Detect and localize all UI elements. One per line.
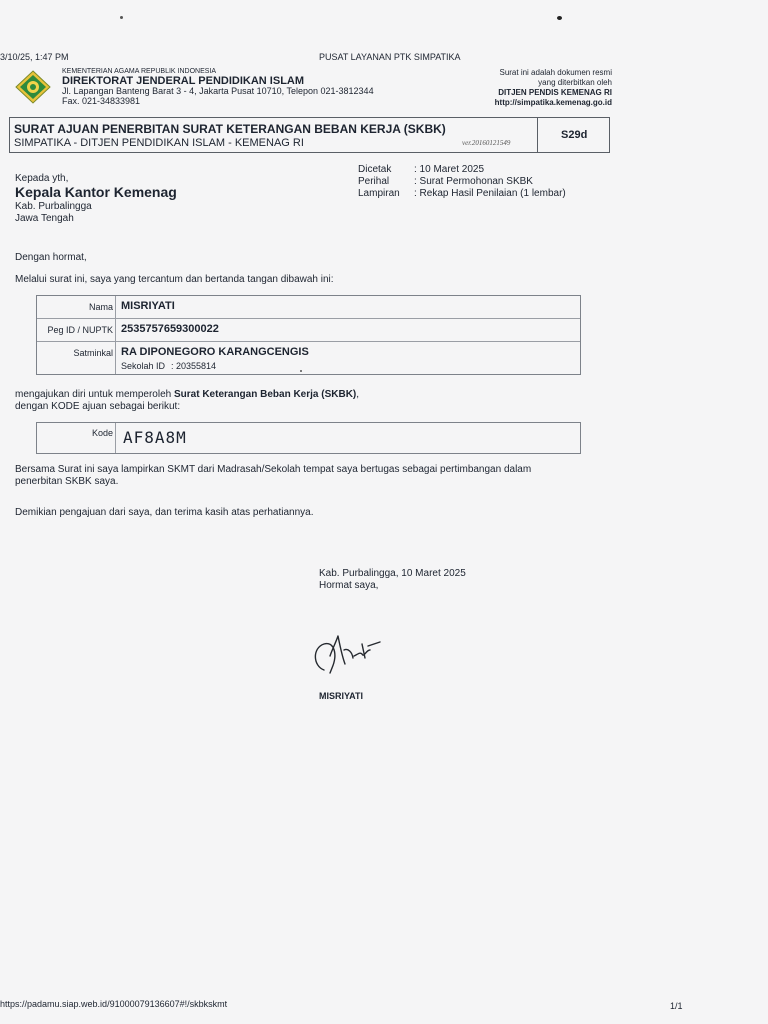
recipient-province: Jawa Tengah [15,213,74,224]
kode-box [36,422,581,454]
signature-place-date: Kab. Purbalingga, 10 Maret 2025 [319,568,466,579]
document-title: SURAT AJUAN PENERBITAN SURAT KETERANGAN BEBAN KERJA (SKBK) [14,122,446,136]
directorate-address: Jl. Lapangan Banteng Barat 3 - 4, Jakarta Pusat 10710, Telepon 021-3812344 [62,86,374,96]
school-id-value: : 20355814 [171,361,217,371]
table-divider [115,296,116,374]
identity-table [36,295,581,375]
directorate-name: DIREKTORAT JENDERAL PENDIDIKAN ISLAM [62,75,305,87]
issuer-name: DITJEN PENDIS KEMENAG RI [498,88,612,97]
satminkal-label: Satminkal [73,348,113,358]
satminkal-value: RA DIPONEGORO KARANGCENGIS [121,346,309,358]
recipient-city: Kab. Purbalingga [15,201,92,212]
table-divider [37,318,580,319]
printed-value: : 10 Maret 2025 [414,164,485,175]
print-datetime: 3/10/25, 1:47 PM [0,52,69,62]
handwritten-signature [308,628,386,678]
printed-label: Dicetak [358,164,392,175]
peg-id-value: 2535757659300022 [121,323,219,335]
closing-text: Demikian pengajuan dari saya, dan terima kasih atas perhatiannya. [15,507,314,518]
table-divider [37,341,580,342]
attachment-value: : Rekap Hasil Penilaian (1 lembar) [414,188,566,199]
name-value: MISRIYATI [121,300,175,312]
request-prefix: mengajukan diri untuk memperoleh [15,389,174,400]
ministry-name: KEMENTERIAN AGAMA REPUBLIK INDONESIA [62,68,217,75]
attachment-line2: penerbitan SKBK saya. [15,476,119,487]
kode-divider [115,423,116,453]
kode-label: Kode [91,428,113,438]
attachment-line1: Bersama Surat ini saya lampirkan SKMT dari Madrasah/Sekolah tempat saya bertugas sebagai pertimbangan dalam [15,464,532,475]
document-code: S29d [561,129,588,141]
school-id-label: Sekolah ID [121,361,166,371]
subject-label: Perihal [358,176,390,187]
subject-value: : Surat Permohonan SKBK [414,176,533,187]
greeting: Dengan hormat, [15,252,87,263]
request-line2: dengan KODE ajuan sebagai berikut: [15,401,181,412]
peg-id-label: Peg ID / NUPTK [47,325,113,335]
document-subtitle: SIMPATIKA - DITJEN PENDIDIKAN ISLAM - KEMENAG RI [14,137,304,149]
document-title-box [9,117,610,153]
print-page-number: 1/1 [670,1001,683,1011]
signature-regards: Hormat saya, [319,580,379,591]
intro-text: Melalui surat ini, saya yang tercantum dan bertanda tangan dibawah ini: [15,274,334,285]
kemenag-emblem-icon [15,70,51,104]
issuer-website: http://simpatika.kemenag.go.id [494,98,612,107]
request-text [15,389,359,400]
recipient-name: Kepala Kantor Kemenag [15,184,177,200]
attachment-label: Lampiran [358,188,400,199]
directorate-fax: Fax. 021-34833981 [62,96,141,106]
recipient-salutation: Kepada yth, [15,173,69,184]
official-note-line1: Surat ini adalah dokumen resmi [499,68,612,77]
request-suffix: , [356,389,360,400]
print-page-title: PUSAT LAYANAN PTK SIMPATIKA [319,52,461,62]
request-skbk: Surat Keterangan Beban Kerja (SKBK) [173,389,357,400]
signature-name: MISRIYATI [319,691,364,701]
print-url: https://padamu.siap.web.id/91000079136607#!/skbkskmt [0,999,228,1009]
document-version: ver.20160121549 [462,139,511,147]
title-divider [537,118,538,152]
name-label: Nama [88,302,113,312]
kode-value: AF8A8M [123,428,187,447]
official-note-line2: yang diterbitkan oleh [538,78,612,87]
